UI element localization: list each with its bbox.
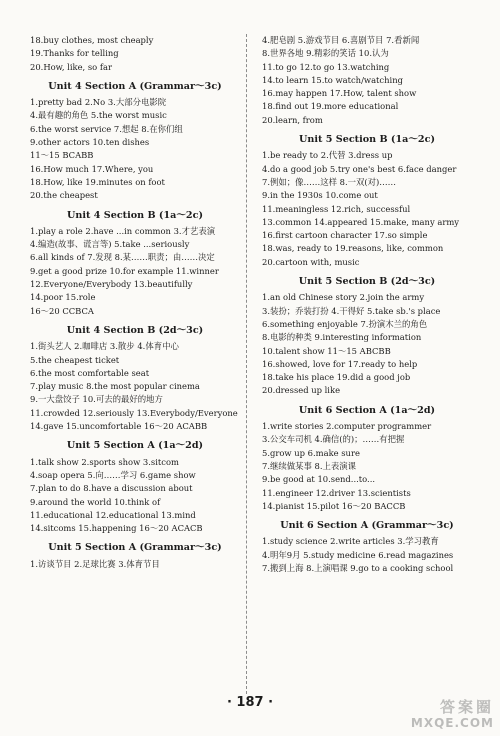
answer-line: 9.in the 1930s 10.come out — [262, 190, 378, 201]
answer-line: 7.例如；像……这样 8.一双(对)…… — [262, 176, 397, 187]
answer-line: 6.all kinds of 7.发现 8.某……职责；由……决定 — [30, 252, 215, 263]
answer-line: 16～20 CCBCA — [30, 305, 94, 316]
answer-line: 16.first cartoon character 17.so simple — [262, 230, 428, 241]
section-heading: Unit 5 Section A (1a～2d) — [66, 440, 204, 452]
answer-line: 18.How, like 19.minutes on foot — [30, 176, 165, 187]
answer-line: 1.访谈节目 2.足球比赛 3.体育节目 — [30, 558, 160, 569]
answer-line: 4.do a good job 5.try one's best 6.face danger — [262, 163, 457, 174]
answer-line: 4.肥皂剧 5.游戏节目 6.喜剧节目 7.看新闻 — [262, 35, 420, 45]
answer-line: 18.buy clothes, most cheaply — [30, 35, 154, 45]
section-heading: Unit 4 Section A (Grammar～3c) — [48, 80, 222, 92]
answer-line: 13.common 14.appeared 15.make, many army — [262, 216, 460, 227]
answer-line: 6.the worst service 7.想起 8.在你们组 — [30, 123, 183, 134]
answer-line: 8.世界各地 9.精彩的笑话 10.认为 — [262, 48, 389, 59]
answer-line: 1.talk show 2.sports show 3.sitcom — [30, 456, 179, 467]
answer-line: 4.编造(故事、谎言等) 5.take ...seriously — [30, 239, 190, 250]
answer-line: 3.公交车司机 4.确信(的)；……有把握 — [262, 434, 405, 445]
answer-line: 11.educational 12.educational 13.mind — [30, 509, 196, 520]
answer-line: 11～15 BCABB — [30, 150, 94, 161]
answer-line: 7.plan to do 8.have a discussion about — [30, 483, 193, 494]
section-heading: Unit 4 Section B (1a～2c) — [67, 209, 203, 221]
answer-line: 18.find out 19.more educational — [262, 101, 399, 112]
answer-line: 10.talent show 11～15 ABCBB — [262, 345, 391, 356]
section-heading: Unit 6 Section A (Grammar～3c) — [280, 520, 454, 532]
answer-line: 14.to learn 15.to watch/watching — [262, 74, 403, 85]
page-number: · 187 · — [226, 695, 274, 710]
answer-line: 7.搬到上海 8.上演唱课 9.go to a cooking school — [262, 562, 454, 573]
section-heading: Unit 5 Section B (2d～3c) — [298, 276, 436, 288]
answer-line: 11.crowded 12.seriously 13.Everybody/Everyone — [30, 407, 238, 418]
answer-line: 20.cartoon with, music — [262, 256, 360, 267]
answer-line: 1.be ready to 2.代替 3.dress up — [262, 150, 393, 161]
answer-line: 4.明年9月 5.study medicine 6.read magazines — [262, 549, 454, 560]
answer-line: 8.电影的种类 9.interesting information — [262, 332, 422, 343]
answer-line: 1.play a role 2.have ...in common 3.才艺表演 — [30, 225, 216, 236]
answer-line: 7.play music 8.the most popular cinema — [30, 381, 200, 392]
answer-line: 7.继续做某事 8.上表演课 — [262, 460, 357, 471]
answer-line: 9.be good at 10.send...to... — [262, 474, 376, 485]
answer-line: 5.the cheapest ticket — [30, 354, 120, 365]
answer-line: 3.装扮；乔装打扮 4.干得好 5.take sb.'s place — [262, 305, 441, 316]
answer-line: 9.other actors 10.ten dishes — [30, 137, 150, 148]
answer-line: 9.around the world 10.think of — [30, 496, 161, 507]
section-heading: Unit 5 Section B (1a～2c) — [299, 134, 435, 146]
section-heading: Unit 5 Section A (Grammar～3c) — [48, 542, 222, 554]
section-heading: Unit 4 Section B (2d～3c) — [66, 324, 204, 336]
answer-line: 14.sitcoms 15.happening 16～20 ACACB — [30, 523, 203, 534]
column-divider — [246, 34, 247, 694]
answer-line: 14.poor 15.role — [30, 292, 96, 303]
answer-line: 12.Everyone/Everybody 13.beautifully — [30, 279, 193, 290]
answer-line: 1.study science 2.write articles 3.学习教育 — [262, 536, 439, 547]
answer-line: 11.to go 12.to go 13.watching — [262, 61, 390, 72]
answer-line: 4.最有趣的角色 5.the worst music — [30, 110, 167, 121]
answer-line: 19.Thanks for telling — [30, 48, 119, 59]
answer-line: 18.take his place 19.did a good job — [262, 372, 411, 383]
answer-line: 14.pianist 15.pilot 16～20 BACCB — [262, 500, 406, 511]
answer-line: 9.get a good prize 10.for example 11.winner — [30, 265, 219, 276]
answer-line: 16.may happen 17.How, talent show — [262, 88, 417, 99]
left-column — [30, 34, 240, 571]
answer-line: 6.something enjoyable 7.扮演木兰的角色 — [262, 318, 428, 329]
answer-line: 4.soap opera 5.向……学习 6.game show — [30, 469, 196, 480]
answer-line: 1.街头艺人 2.咖啡店 3.散步 4.体育中心 — [30, 341, 179, 352]
answer-line: 20.dressed up like — [262, 385, 341, 396]
answer-line: 20.How, like, so far — [30, 61, 112, 72]
watermark-logo — [404, 698, 494, 732]
answer-line: 11.meaningless 12.rich, successful — [262, 203, 411, 214]
answer-line: 16.How much 17.Where, you — [30, 163, 154, 174]
answer-line: 1.pretty bad 2.No 3.大部分电影院 — [30, 97, 167, 108]
answer-line: 5.grow up 6.make sure — [262, 447, 360, 458]
section-heading: Unit 6 Section A (1a～2d) — [298, 404, 436, 416]
answer-line: 20.the cheapest — [30, 190, 98, 201]
watermark-line2: MXQE.COM — [410, 716, 494, 730]
answer-line: 1.write stories 2.computer programmer — [262, 421, 432, 432]
answer-line: 20.learn, from — [262, 114, 323, 125]
answer-line: 6.the most comfortable seat — [30, 367, 150, 378]
answer-line: 16.showed, love for 17.ready to help — [262, 358, 418, 369]
right-column — [262, 34, 472, 575]
answer-line: 9.一大盘饺子 10.可去的最好的地方 — [30, 394, 163, 405]
answer-line: 18.was, ready to 19.reasons, like, common — [262, 243, 444, 254]
watermark-line1: 答案圈 — [439, 698, 494, 716]
answer-line: 14.gave 15.uncomfortable 16～20 ACABB — [30, 421, 208, 432]
answer-line: 1.an old Chinese story 2.join the army — [262, 292, 425, 303]
answer-line: 11.engineer 12.driver 13.scientists — [262, 487, 411, 498]
